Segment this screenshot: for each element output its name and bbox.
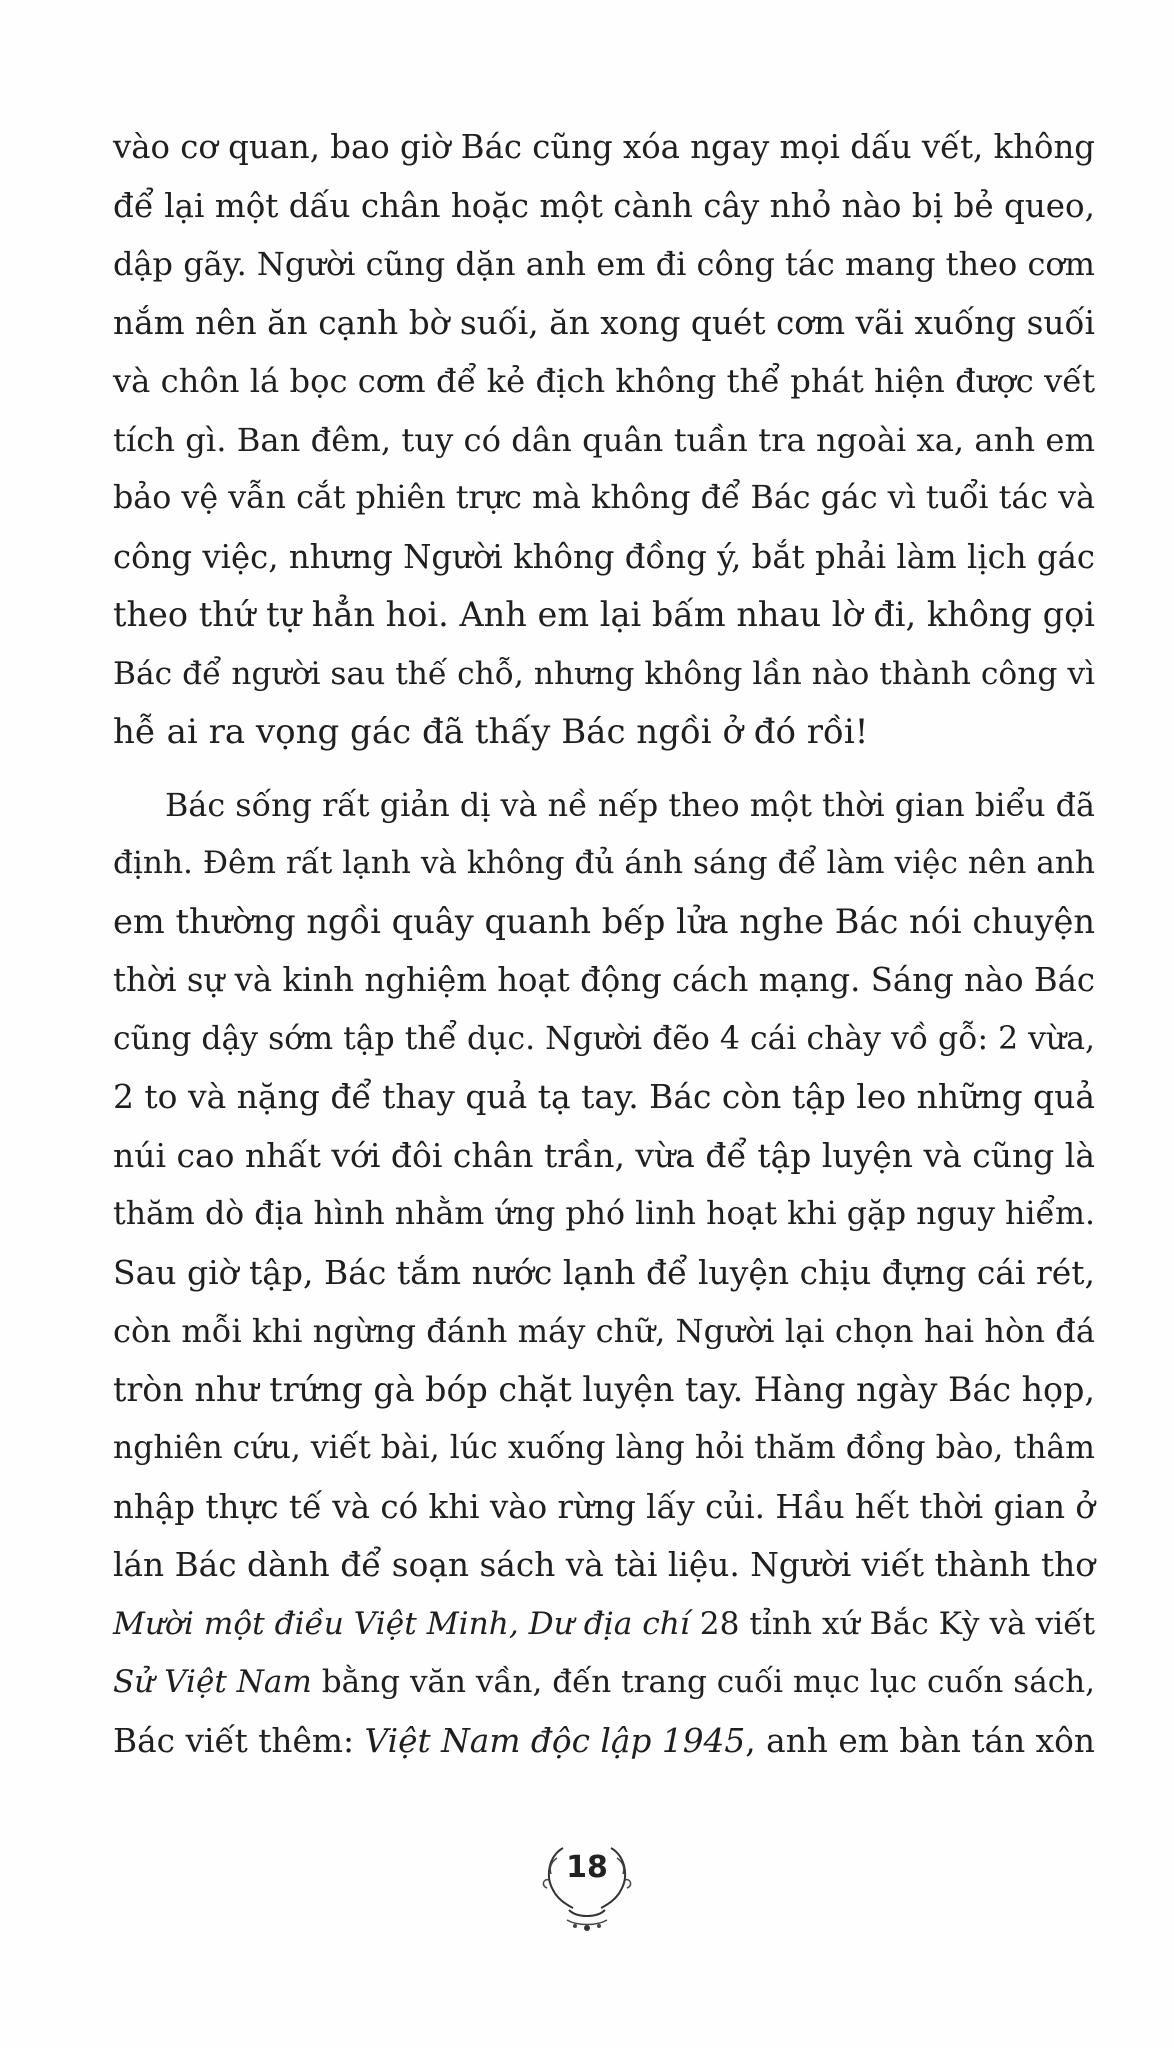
body-text <box>113 118 1095 1770</box>
text-line: núi cao nhất với đôi chân trần, vừa để tập luyện và cũng là <box>113 1135 1095 1175</box>
page-number-ornament <box>527 1828 647 1938</box>
plain-text: , anh em bàn tán xôn <box>745 1721 1095 1760</box>
text-line: Bác sống rất giản dị và nề nếp theo một thời gian biểu đã <box>165 785 1095 824</box>
text-line: hễ ai ra vọng gác đã thấy Bác ngồi ở đó rồi! <box>113 712 869 752</box>
text-line: còn mỗi khi ngừng đánh máy chữ, Người lại chọn hai hòn đá <box>113 1312 1095 1350</box>
text-line: định. Đêm rất lạnh và không đủ ánh sáng để làm việc nên anh <box>113 845 1095 881</box>
text-line: Sau giờ tập, Bác tắm nước lạnh để luyện chịu đựng cái rét, <box>113 1252 1095 1292</box>
paragraph-gap <box>113 762 1095 776</box>
text-line: Bác để người sau thế chỗ, nhưng không lần nào thành công vì <box>113 655 1095 692</box>
paragraph-1 <box>113 118 1095 762</box>
plain-text: Bác viết thêm: <box>113 1721 365 1760</box>
text-line-mixed <box>113 1653 1095 1712</box>
text-line: vào cơ quan, bao giờ Bác cũng xóa ngay mọi dấu vết, không <box>113 128 1095 166</box>
text-line: để lại một dấu chân hoặc một cành cây nhỏ nào bị bẻ queo, <box>113 186 1095 225</box>
text-line: nắm nên ăn cạnh bờ suối, ăn xong quét cơm vãi xuống suối <box>113 303 1095 342</box>
text-line: công việc, nhưng Người không đồng ý, bắt phải làm lịch gác <box>113 537 1095 576</box>
text-line: theo thứ tự hẳn hoi. Anh em lại bấm nhau lờ đi, không gọi <box>113 595 1095 634</box>
text-line: tròn như trứng gà bóp chặt luyện tay. Hàng ngày Bác họp, <box>113 1369 1095 1409</box>
text-line: và chôn lá bọc cơm để kẻ địch không thể phát hiện được vết <box>113 362 1095 400</box>
text-line: dập gãy. Người cũng dặn anh em đi công tác mang theo cơm <box>113 245 1095 283</box>
text-line: tích gì. Ban đêm, tuy có dân quân tuần tra ngoài xa, anh em <box>113 420 1095 459</box>
text-line: thời sự và kinh nghiệm hoạt động cách mạng. Sáng nào Bác <box>113 961 1095 999</box>
text-line: nhập thực tế và có khi vào rừng lấy củi. Hầu hết thời gian ở <box>113 1487 1095 1526</box>
text-line: thăm dò địa hình nhằm ứng phó linh hoạt khi gặp nguy hiểm. <box>113 1196 1095 1232</box>
text-line-mixed <box>113 1712 1095 1771</box>
text-line: 2 to và nặng để thay quả tạ tay. Bác còn tập leo những quả <box>113 1077 1095 1116</box>
text-line: em thường ngồi quây quanh bếp lửa nghe Bác nói chuyện <box>113 901 1095 941</box>
book-title-text: Sử Việt Nam <box>113 1664 312 1700</box>
plain-text: 28 tỉnh xứ Bắc Kỳ và viết <box>689 1605 1096 1642</box>
book-title-text: Việt Nam độc lập 1945 <box>364 1721 746 1760</box>
text-line-mixed <box>113 1595 1095 1654</box>
book-title-text: Mười một điều Việt Minh, Dư địa chí <box>113 1605 690 1642</box>
page-number: 18 <box>566 1850 608 1885</box>
text-line: lán Bác dành để soạn sách và tài liệu. Người viết thành thơ <box>113 1546 1095 1584</box>
text-line: bảo vệ vẫn cắt phiên trực mà không để Bác gác vì tuổi tác và <box>113 480 1095 516</box>
paragraph-2 <box>113 776 1095 1771</box>
plain-text: bằng văn vần, đến trang cuối mục lục cuốn sách, <box>311 1664 1095 1700</box>
text-line: nghiên cứu, viết bài, lúc xuống làng hỏi thăm đồng bào, thâm <box>113 1430 1095 1466</box>
text-line: cũng dậy sớm tập thể dục. Người đẽo 4 cái chày vồ gỗ: 2 vừa, <box>113 1020 1095 1057</box>
